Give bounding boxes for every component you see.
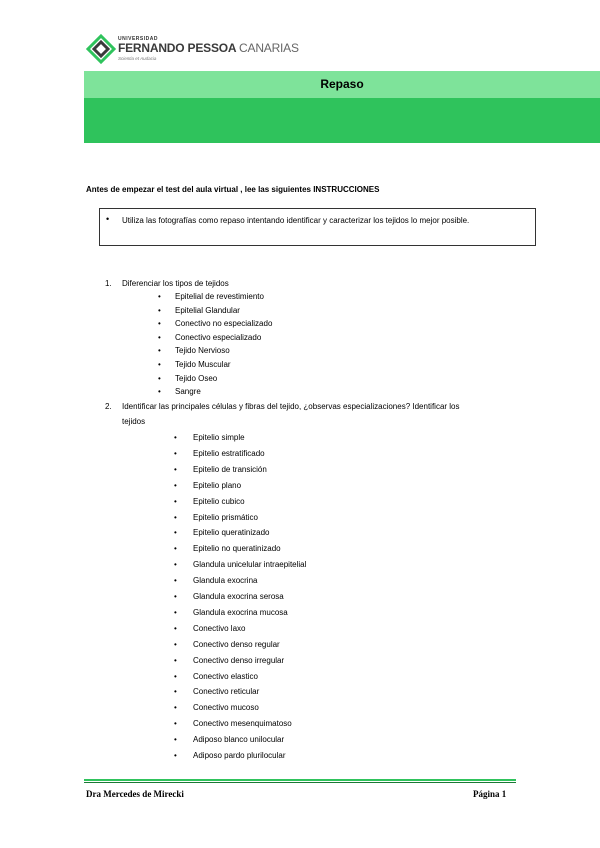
bullet-icon: •: [174, 560, 177, 570]
list-number: 2.: [105, 402, 112, 411]
list-item-label: Epitelial de revestimiento: [175, 292, 264, 301]
bullet-icon: •: [158, 292, 161, 301]
instruction-box: [99, 208, 536, 246]
bullet-icon: •: [174, 512, 177, 522]
bullet-icon: •: [174, 735, 177, 745]
bullet-icon: •: [174, 639, 177, 649]
list-item-label: Conectivo elastico: [193, 671, 258, 681]
bullet-icon: •: [174, 448, 177, 458]
bullet-icon: •: [158, 373, 161, 383]
bullet-icon: •: [158, 346, 161, 356]
logo-motto: Scientia et Audacia: [118, 56, 157, 61]
bullet-icon: •: [106, 214, 110, 224]
instruction-text: Utiliza las fotografías como repaso intentando identificar y caracterizar los tejidos lo mejor posible.: [122, 216, 470, 225]
bullet-icon: •: [174, 719, 177, 729]
list-item-label: Conectivo denso regular: [193, 639, 280, 649]
list-item-label: Conectivo mucoso: [193, 703, 259, 713]
bullet-icon: •: [174, 528, 177, 538]
list-item-label: Conectivo laxo: [193, 623, 246, 633]
list-item-label: Epitelio no queratinizado: [193, 544, 281, 554]
bullet-icon: •: [158, 305, 161, 315]
bullet-icon: •: [174, 433, 177, 442]
bullet-icon: •: [174, 544, 177, 554]
list-item-label-cont: tejidos: [122, 417, 146, 426]
footer-author: Dra Mercedes de Mirecki: [86, 789, 184, 799]
list-item-label: Adiposo pardo plurilocular: [193, 751, 286, 760]
intro-text: Antes de empezar el test del aula virtual , lee las siguientes INSTRUCCIONES: [86, 185, 380, 194]
list-item-label: Tejido Nervioso: [175, 346, 230, 356]
list-item-label: Glandula unicelular intraepitelial: [193, 560, 307, 570]
list-item-label: Adiposo blanco unilocular: [193, 735, 285, 745]
list-item-label: Epitelio queratinizado: [193, 528, 270, 538]
page-title: Repaso: [84, 71, 600, 98]
footer-rule: [84, 779, 516, 781]
bullet-icon: •: [174, 464, 177, 474]
footer-page-number: Página 1: [473, 789, 507, 799]
logo-line2-main: FERNANDO PESSOA: [118, 41, 236, 55]
bullet-icon: •: [174, 623, 177, 633]
bullet-icon: •: [174, 687, 177, 697]
bullet-icon: •: [174, 655, 177, 665]
list-item-label: Epitelio simple: [193, 433, 245, 442]
list-item-label: Sangre: [175, 387, 201, 397]
list-item-label: Diferenciar los tipos de tejidos: [122, 279, 229, 288]
list-item-label: Epitelio plano: [193, 480, 242, 490]
list-item-label: Tejido Oseo: [175, 373, 218, 383]
bullet-icon: •: [158, 332, 161, 342]
list-item-label: Conectivo mesenquimatoso: [193, 719, 292, 729]
footer-rule-thin: [84, 782, 516, 783]
list-item-label: Glandula exocrina mucosa: [193, 607, 288, 617]
list-item-label: Epitelio prismático: [193, 512, 258, 522]
bullet-icon: •: [158, 387, 161, 397]
logo-line1: UNIVERSIDAD: [118, 36, 158, 42]
bullet-icon: •: [174, 480, 177, 490]
logo-line2-secondary: CANARIAS: [239, 41, 299, 55]
logo-diamond-icon: [86, 34, 116, 64]
bullet-icon: •: [158, 319, 161, 329]
list-item-label: Tejido Muscular: [175, 360, 231, 369]
bullet-icon: •: [174, 592, 177, 601]
list-number: 1.: [105, 279, 112, 288]
list-item-label: Glandula exocrina: [193, 576, 258, 586]
list-item-label: Epitelio estratificado: [193, 448, 265, 458]
bullet-icon: •: [174, 751, 177, 760]
bullet-icon: •: [174, 496, 177, 506]
list-item-label: Epitelio de transición: [193, 464, 267, 474]
list-item-label: Glandula exocrina serosa: [193, 592, 284, 601]
bullet-icon: •: [174, 576, 177, 586]
bullet-icon: •: [174, 703, 177, 713]
bullet-icon: •: [174, 671, 177, 681]
list-item-label: Epitelio cubico: [193, 496, 245, 506]
list-item-label: Conectivo denso irregular: [193, 655, 285, 665]
university-logo: [86, 34, 299, 68]
list-item-label: Epitelial Glandular: [175, 305, 240, 315]
logo-line2: [118, 41, 299, 55]
list-item-label: Conectivo no especializado: [175, 319, 273, 329]
bullet-icon: •: [158, 360, 161, 369]
header-green-band: [84, 98, 600, 143]
list-item-label: Conectivo reticular: [193, 687, 260, 697]
bullet-icon: •: [174, 607, 177, 617]
list-item-label: Identificar las principales células y fibras del tejido, ¿observas especializaciones? Identificar los: [122, 402, 460, 411]
list-item-label: Conectivo especializado: [175, 332, 262, 342]
